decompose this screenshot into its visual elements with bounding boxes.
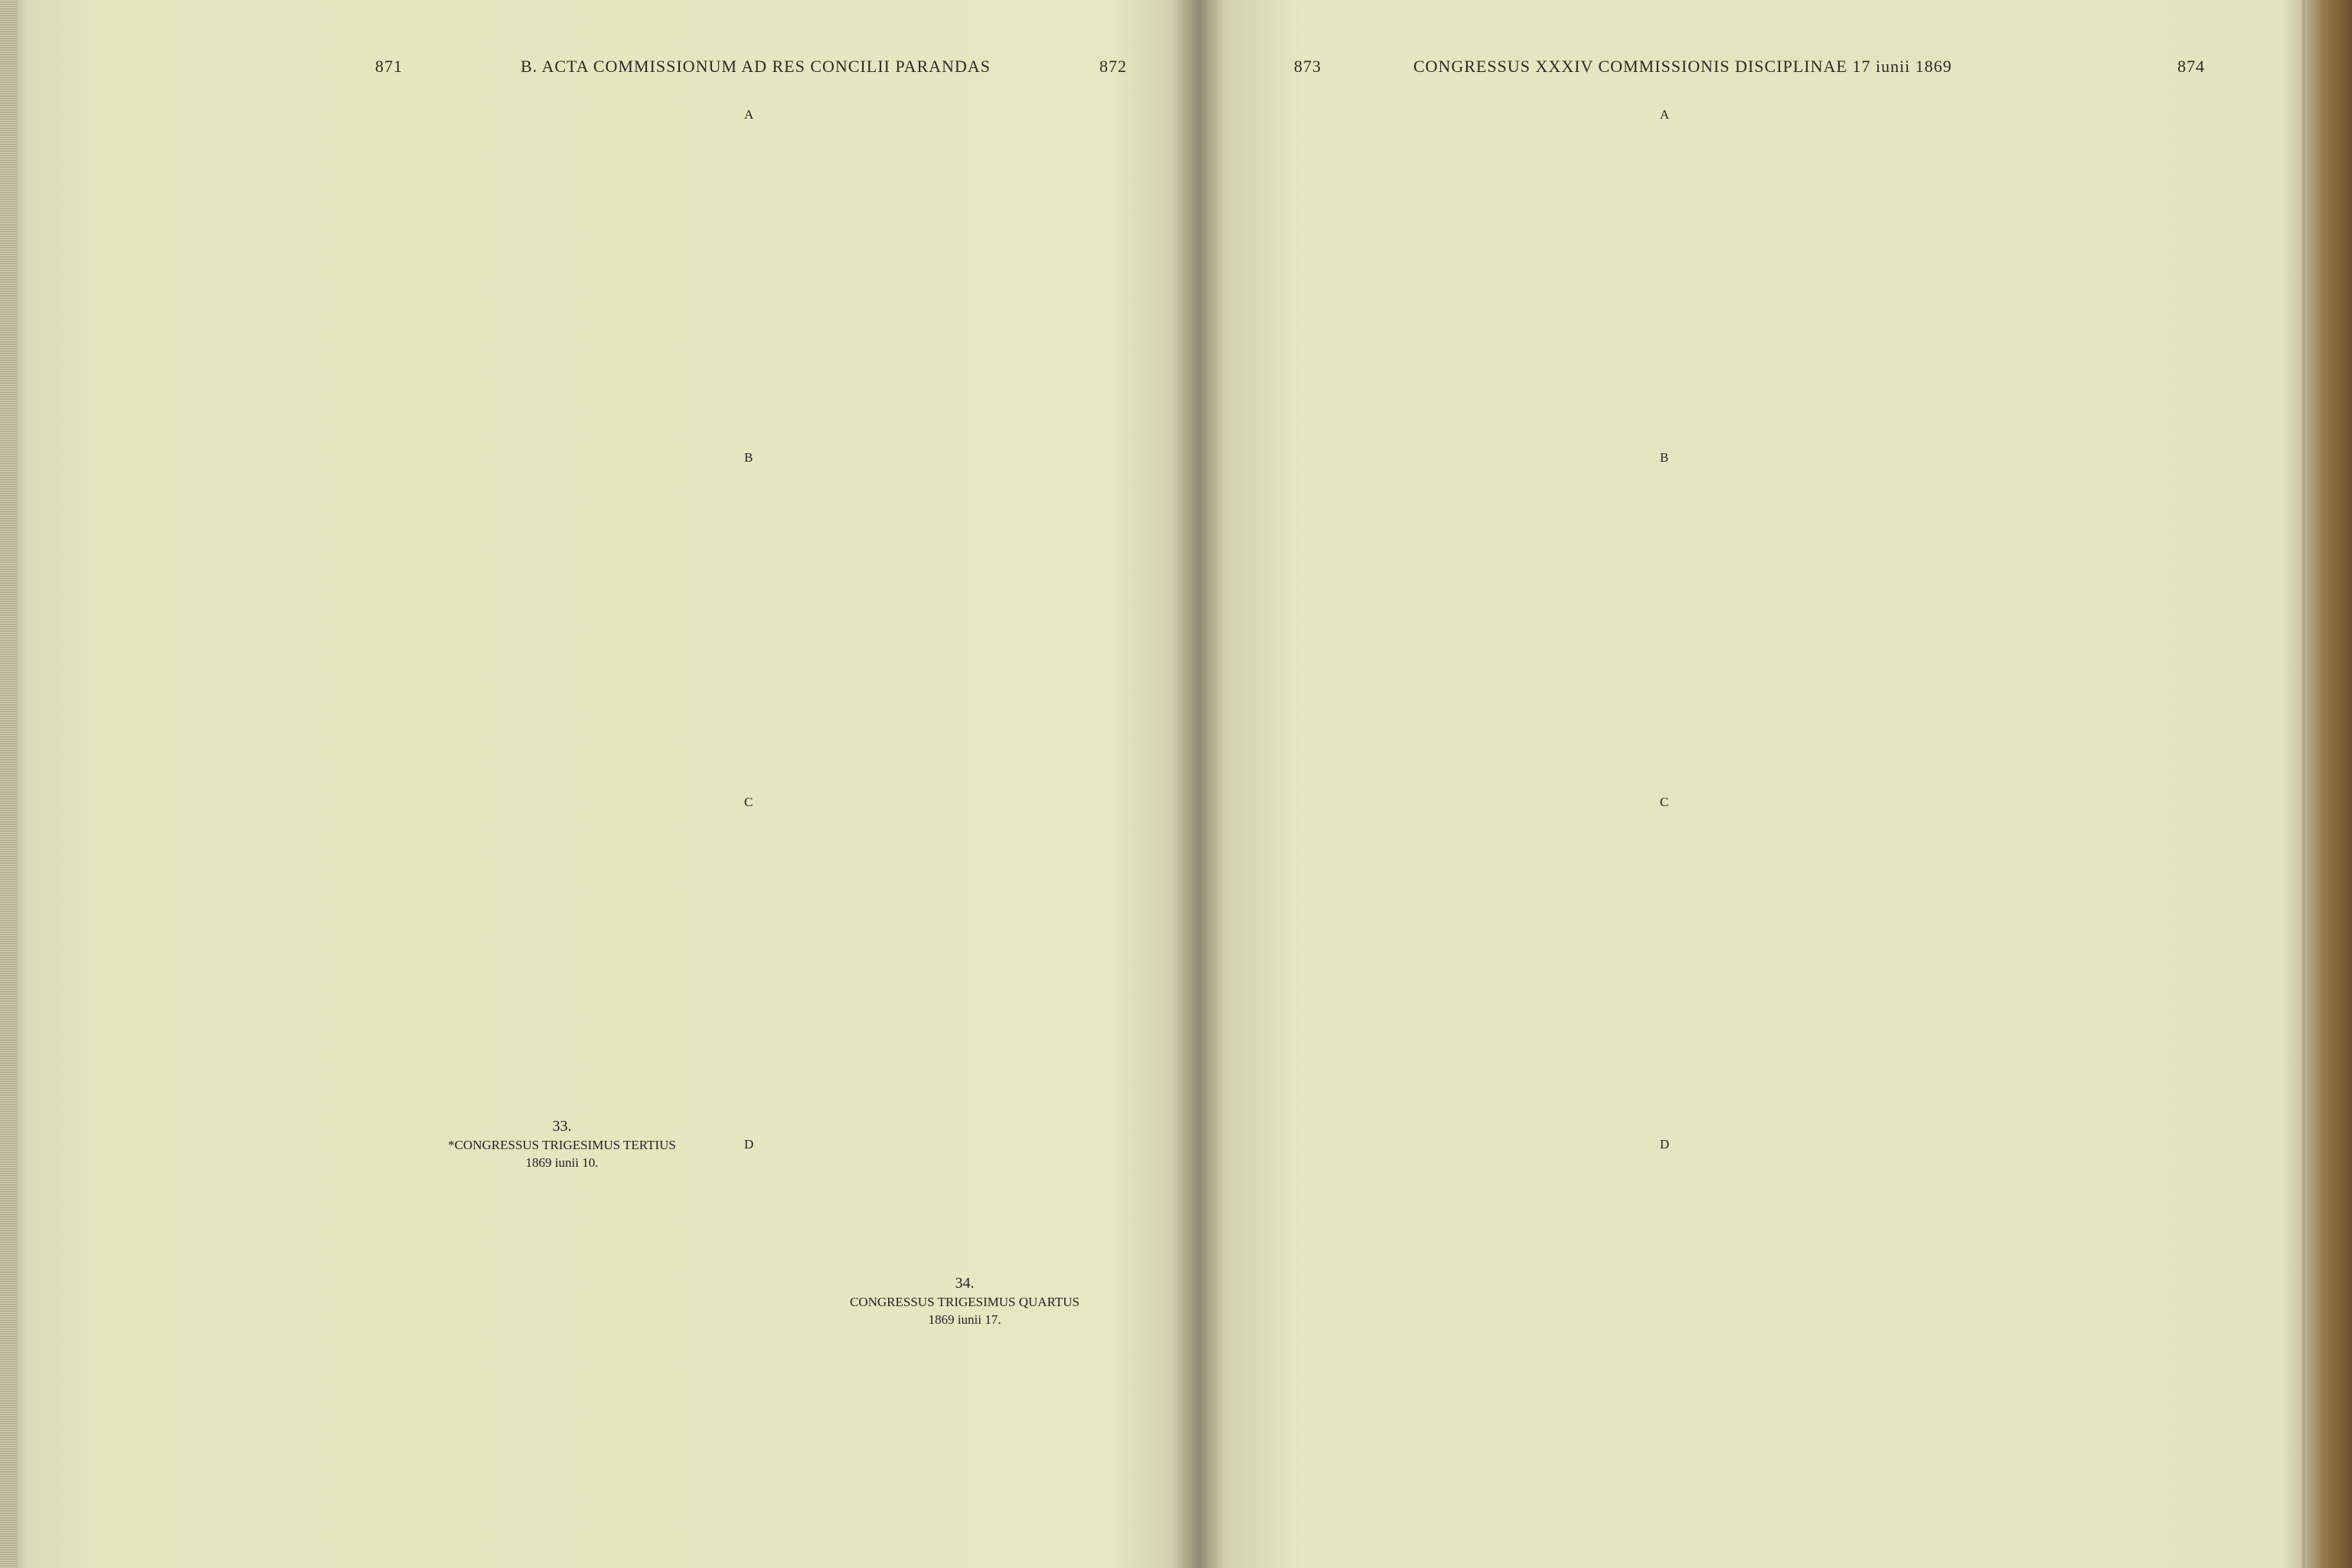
right-page-column-1 xyxy=(1294,107,1677,1531)
book-cover-edge-right xyxy=(2305,0,2352,1568)
margin-letter-d: D xyxy=(1660,1137,1670,1152)
right-page-column-2 xyxy=(1692,107,2075,1531)
section-34-number: 34. xyxy=(955,1275,975,1292)
margin-letter-c: C xyxy=(1660,795,1669,809)
page-number-872: 872 xyxy=(1099,57,1127,76)
page-number-873: 873 xyxy=(1294,57,1321,76)
margin-letter-b: B xyxy=(1660,450,1669,465)
section-34-date: 1869 iunii 17. xyxy=(928,1312,1001,1327)
section-34-title: CONGRESSUS TRIGESIMUS QUARTUS xyxy=(850,1295,1080,1309)
section-33-title: *CONGRESSUS TRIGESIMUS TERTIUS xyxy=(448,1138,676,1152)
left-page xyxy=(17,0,1181,1568)
right-page xyxy=(1217,0,2305,1568)
margin-letter-b: B xyxy=(744,450,753,465)
section-33-date: 1869 iunii 10. xyxy=(525,1155,599,1170)
section-33-number: 33. xyxy=(552,1118,572,1135)
page-number-871: 871 xyxy=(375,57,403,76)
left-page-running-header: B. ACTA COMMISSIONUM AD RES CONCILII PARANDAS xyxy=(521,57,991,76)
left-page-column-2 xyxy=(773,107,1156,1531)
page-number-874: 874 xyxy=(2177,57,2205,76)
right-page-running-header: CONGRESSUS XXXIV COMMISSIONIS DISCIPLINAE 17 iunii 1869 xyxy=(1413,57,1952,76)
margin-letter-d: D xyxy=(744,1137,754,1152)
left-page-column-1 xyxy=(371,107,753,1531)
margin-letter-c: C xyxy=(744,795,753,809)
page-edges-left xyxy=(0,0,17,1568)
margin-letter-a: A xyxy=(1660,107,1670,122)
margin-letter-a: A xyxy=(744,107,754,122)
